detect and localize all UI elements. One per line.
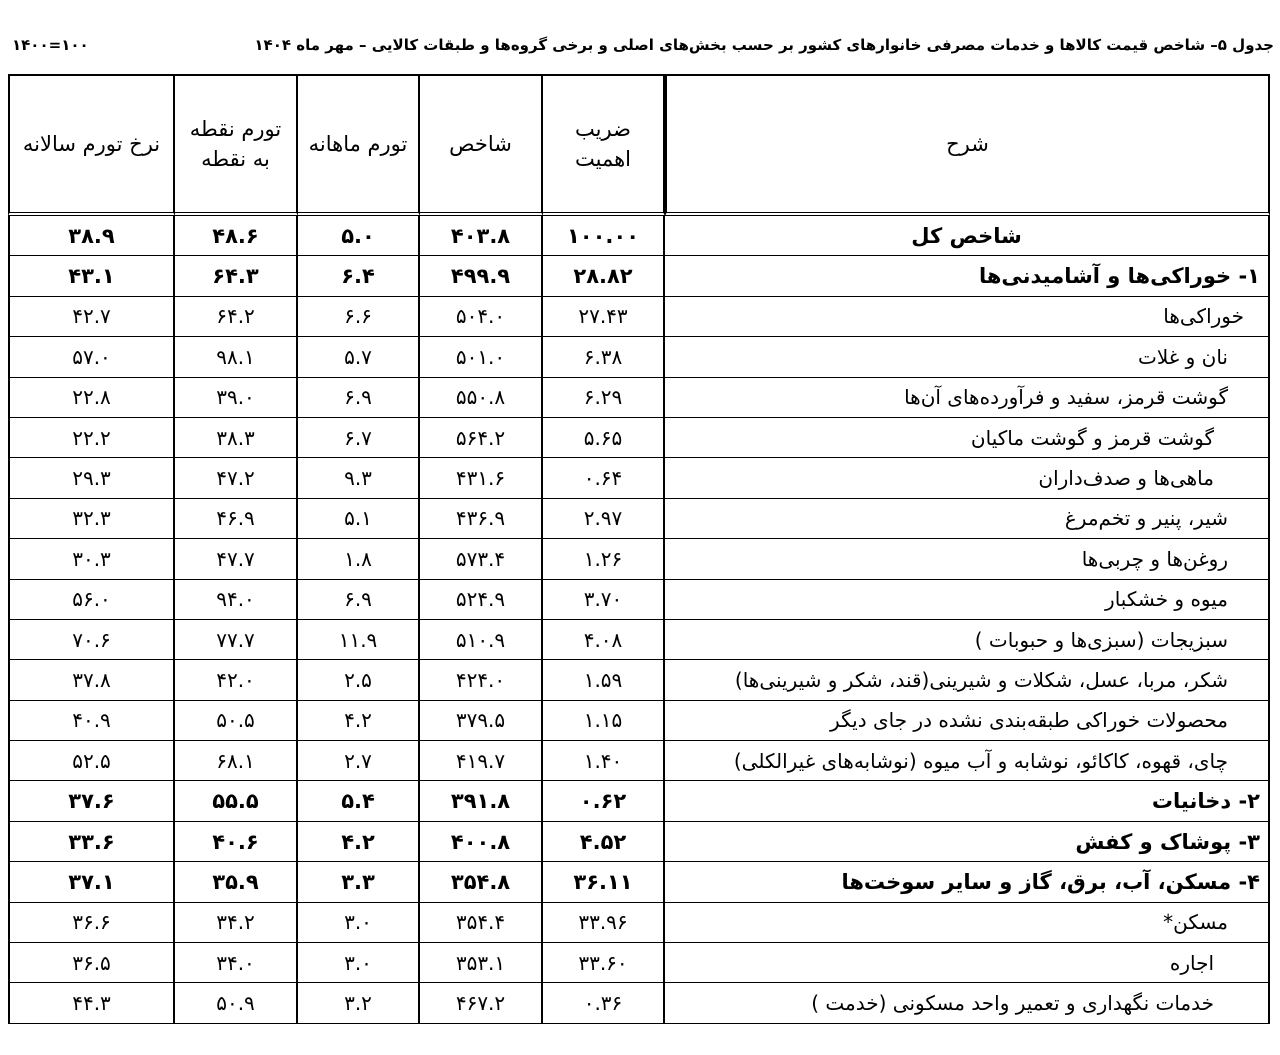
table-row [8, 216, 1270, 256]
col-header-monthly: تورم ماهانه [298, 74, 420, 216]
cell-index: ۴۰۳.۸ [420, 216, 543, 256]
cell-annual-inflation: ۴۰.۹ [8, 701, 175, 741]
cell-description: ۴- مسکن، آب، برق، گاز و سایر سوخت‌ها [665, 862, 1270, 902]
cpi-table-container [8, 74, 1270, 1024]
table-row [8, 418, 1270, 458]
cell-index: ۵۶۴.۲ [420, 418, 543, 458]
cell-monthly-inflation: ۵.۴ [298, 781, 420, 821]
cell-monthly-inflation: ۱.۸ [298, 539, 420, 579]
cell-monthly-inflation: ۶.۶ [298, 297, 420, 337]
cell-weight: ۱۰۰.۰۰ [543, 216, 665, 256]
cell-index: ۴۱۹.۷ [420, 741, 543, 781]
cell-annual-inflation: ۵۲.۵ [8, 741, 175, 781]
cell-index: ۴۳۱.۶ [420, 458, 543, 498]
cell-monthly-inflation: ۶.۴ [298, 256, 420, 296]
table-row [8, 741, 1270, 781]
cell-point-to-point-inflation: ۳۴.۲ [175, 903, 298, 943]
cell-annual-inflation: ۵۷.۰ [8, 337, 175, 377]
cell-description: شیر، پنیر و تخم‌مرغ [665, 499, 1270, 539]
table-title: جدول ۵– شاخص قیمت کالاها و خدمات مصرفی خانوارهای کشور بر حسب بخش‌های اصلی و برخی گروه‌ها و طبقات کالایی – مهر ماه ۱۴۰۴ [254, 36, 1274, 54]
cell-description: گوشت قرمز، سفید و فرآورده‌های آن‌ها [665, 378, 1270, 418]
cell-annual-inflation: ۳۷.۶ [8, 781, 175, 821]
cell-description: شکر، مربا، عسل، شکلات و شیرینی(قند، شکر و شیرینی‌ها) [665, 660, 1270, 700]
col-header-index: شاخص [420, 74, 543, 216]
table-row [8, 822, 1270, 862]
table-row [8, 378, 1270, 418]
cell-monthly-inflation: ۶.۹ [298, 378, 420, 418]
cell-point-to-point-inflation: ۴۷.۷ [175, 539, 298, 579]
cell-annual-inflation: ۳۷.۱ [8, 862, 175, 902]
cell-description: خدمات نگهداری و تعمیر واحد مسکونی (خدمت ) [665, 983, 1270, 1023]
table-header-row [8, 74, 1270, 216]
cell-weight: ۰.۳۶ [543, 983, 665, 1023]
cell-point-to-point-inflation: ۳۹.۰ [175, 378, 298, 418]
cell-monthly-inflation: ۱۱.۹ [298, 620, 420, 660]
cell-point-to-point-inflation: ۴۶.۹ [175, 499, 298, 539]
cell-description: مسکن* [665, 903, 1270, 943]
cell-weight: ۳.۷۰ [543, 580, 665, 620]
cell-monthly-inflation: ۳.۰ [298, 903, 420, 943]
table-row [8, 256, 1270, 296]
cell-annual-inflation: ۵۶.۰ [8, 580, 175, 620]
cell-weight: ۱.۱۵ [543, 701, 665, 741]
table-row [8, 499, 1270, 539]
col-header-point-to-point: تورم نقطه به نقطه [175, 74, 298, 216]
cell-description: شاخص کل [665, 216, 1270, 256]
col-header-annual: نرخ تورم سالانه [8, 74, 175, 216]
table-row [8, 862, 1270, 902]
table-row [8, 458, 1270, 498]
table-body [8, 216, 1270, 1024]
cell-weight: ۶.۳۸ [543, 337, 665, 377]
cell-weight: ۳۳.۹۶ [543, 903, 665, 943]
cell-description: نان و غلات [665, 337, 1270, 377]
table-row [8, 781, 1270, 821]
cell-weight: ۴.۵۲ [543, 822, 665, 862]
cell-description: ماهی‌ها و صدف‌داران [665, 458, 1270, 498]
cpi-table [8, 74, 1270, 1024]
cell-index: ۳۷۹.۵ [420, 701, 543, 741]
cell-point-to-point-inflation: ۳۸.۳ [175, 418, 298, 458]
cell-point-to-point-inflation: ۶۴.۳ [175, 256, 298, 296]
cell-annual-inflation: ۲۲.۸ [8, 378, 175, 418]
table-row [8, 337, 1270, 377]
table-row [8, 701, 1270, 741]
cell-index: ۵۲۴.۹ [420, 580, 543, 620]
cell-point-to-point-inflation: ۵۵.۵ [175, 781, 298, 821]
cell-weight: ۰.۶۴ [543, 458, 665, 498]
page-header [12, 34, 1274, 64]
cell-point-to-point-inflation: ۹۴.۰ [175, 580, 298, 620]
cell-description: خوراکی‌ها [665, 297, 1270, 337]
cell-monthly-inflation: ۵.۷ [298, 337, 420, 377]
cell-index: ۵۷۳.۴ [420, 539, 543, 579]
cell-monthly-inflation: ۵.۰ [298, 216, 420, 256]
cell-index: ۵۰۱.۰ [420, 337, 543, 377]
table-row [8, 660, 1270, 700]
cell-point-to-point-inflation: ۳۴.۰ [175, 943, 298, 983]
table-row [8, 903, 1270, 943]
cell-description: گوشت قرمز و گوشت ماکیان [665, 418, 1270, 458]
table-row [8, 943, 1270, 983]
cell-index: ۴۰۰.۸ [420, 822, 543, 862]
cell-annual-inflation: ۳۰.۳ [8, 539, 175, 579]
cell-monthly-inflation: ۳.۲ [298, 983, 420, 1023]
cell-description: اجاره [665, 943, 1270, 983]
cell-index: ۴۹۹.۹ [420, 256, 543, 296]
cell-point-to-point-inflation: ۴۲.۰ [175, 660, 298, 700]
cell-weight: ۲۷.۴۳ [543, 297, 665, 337]
cell-annual-inflation: ۲۲.۲ [8, 418, 175, 458]
cell-annual-inflation: ۷۰.۶ [8, 620, 175, 660]
col-header-weight: ضریب اهمیت [543, 74, 665, 216]
cell-annual-inflation: ۳۳.۶ [8, 822, 175, 862]
cell-annual-inflation: ۴۴.۳ [8, 983, 175, 1023]
cell-index: ۳۹۱.۸ [420, 781, 543, 821]
cell-monthly-inflation: ۳.۳ [298, 862, 420, 902]
cell-index: ۵۱۰.۹ [420, 620, 543, 660]
col-header-description: شرح [665, 74, 1270, 216]
cell-point-to-point-inflation: ۴۷.۲ [175, 458, 298, 498]
cell-index: ۴۳۶.۹ [420, 499, 543, 539]
cell-weight: ۰.۶۲ [543, 781, 665, 821]
cell-point-to-point-inflation: ۶۴.۲ [175, 297, 298, 337]
cell-weight: ۱.۵۹ [543, 660, 665, 700]
cell-monthly-inflation: ۲.۷ [298, 741, 420, 781]
base-year-label: ۱۴۰۰=۱۰۰ [12, 36, 89, 54]
cell-weight: ۵.۶۵ [543, 418, 665, 458]
cell-description: ۲- دخانیات [665, 781, 1270, 821]
cell-monthly-inflation: ۲.۵ [298, 660, 420, 700]
cell-annual-inflation: ۳۷.۸ [8, 660, 175, 700]
table-row [8, 580, 1270, 620]
cell-monthly-inflation: ۴.۲ [298, 822, 420, 862]
cell-point-to-point-inflation: ۴۰.۶ [175, 822, 298, 862]
cell-annual-inflation: ۳۶.۶ [8, 903, 175, 943]
cell-monthly-inflation: ۴.۲ [298, 701, 420, 741]
cell-point-to-point-inflation: ۴۸.۶ [175, 216, 298, 256]
table-row [8, 983, 1270, 1023]
cell-weight: ۱.۲۶ [543, 539, 665, 579]
cell-weight: ۴.۰۸ [543, 620, 665, 660]
cell-point-to-point-inflation: ۹۸.۱ [175, 337, 298, 377]
cell-index: ۳۵۴.۸ [420, 862, 543, 902]
cell-description: ۱- خوراکی‌ها و آشامیدنی‌ها [665, 256, 1270, 296]
cell-point-to-point-inflation: ۶۸.۱ [175, 741, 298, 781]
cell-weight: ۱.۴۰ [543, 741, 665, 781]
cell-monthly-inflation: ۳.۰ [298, 943, 420, 983]
cell-monthly-inflation: ۶.۷ [298, 418, 420, 458]
cell-index: ۵۵۰.۸ [420, 378, 543, 418]
cell-weight: ۲.۹۷ [543, 499, 665, 539]
cell-point-to-point-inflation: ۳۵.۹ [175, 862, 298, 902]
cell-weight: ۳۶.۱۱ [543, 862, 665, 902]
cell-monthly-inflation: ۵.۱ [298, 499, 420, 539]
cell-point-to-point-inflation: ۷۷.۷ [175, 620, 298, 660]
cell-monthly-inflation: ۶.۹ [298, 580, 420, 620]
cell-annual-inflation: ۲۹.۳ [8, 458, 175, 498]
cell-point-to-point-inflation: ۵۰.۵ [175, 701, 298, 741]
cell-description: میوه و خشکبار [665, 580, 1270, 620]
cell-index: ۴۲۴.۰ [420, 660, 543, 700]
cell-description: روغن‌ها و چربی‌ها [665, 539, 1270, 579]
cell-annual-inflation: ۳۸.۹ [8, 216, 175, 256]
cell-description: سبزیجات (سبزی‌ها و حبوبات ) [665, 620, 1270, 660]
cell-weight: ۶.۲۹ [543, 378, 665, 418]
cell-annual-inflation: ۳۲.۳ [8, 499, 175, 539]
cell-weight: ۲۸.۸۲ [543, 256, 665, 296]
cell-annual-inflation: ۴۳.۱ [8, 256, 175, 296]
cell-description: ۳- پوشاک و کفش [665, 822, 1270, 862]
cell-point-to-point-inflation: ۵۰.۹ [175, 983, 298, 1023]
cell-annual-inflation: ۴۲.۷ [8, 297, 175, 337]
table-row [8, 297, 1270, 337]
cell-index: ۳۵۳.۱ [420, 943, 543, 983]
cell-weight: ۳۳.۶۰ [543, 943, 665, 983]
cell-index: ۴۶۷.۲ [420, 983, 543, 1023]
cell-index: ۳۵۴.۴ [420, 903, 543, 943]
table-row [8, 539, 1270, 579]
cell-description: چای، قهوه، کاکائو، نوشابه و آب میوه (نوشابه‌های غیرالکلی) [665, 741, 1270, 781]
cell-description: محصولات خوراکی طبقه‌بندی نشده در جای دیگر [665, 701, 1270, 741]
cell-annual-inflation: ۳۶.۵ [8, 943, 175, 983]
cell-monthly-inflation: ۹.۳ [298, 458, 420, 498]
table-row [8, 620, 1270, 660]
cell-index: ۵۰۴.۰ [420, 297, 543, 337]
